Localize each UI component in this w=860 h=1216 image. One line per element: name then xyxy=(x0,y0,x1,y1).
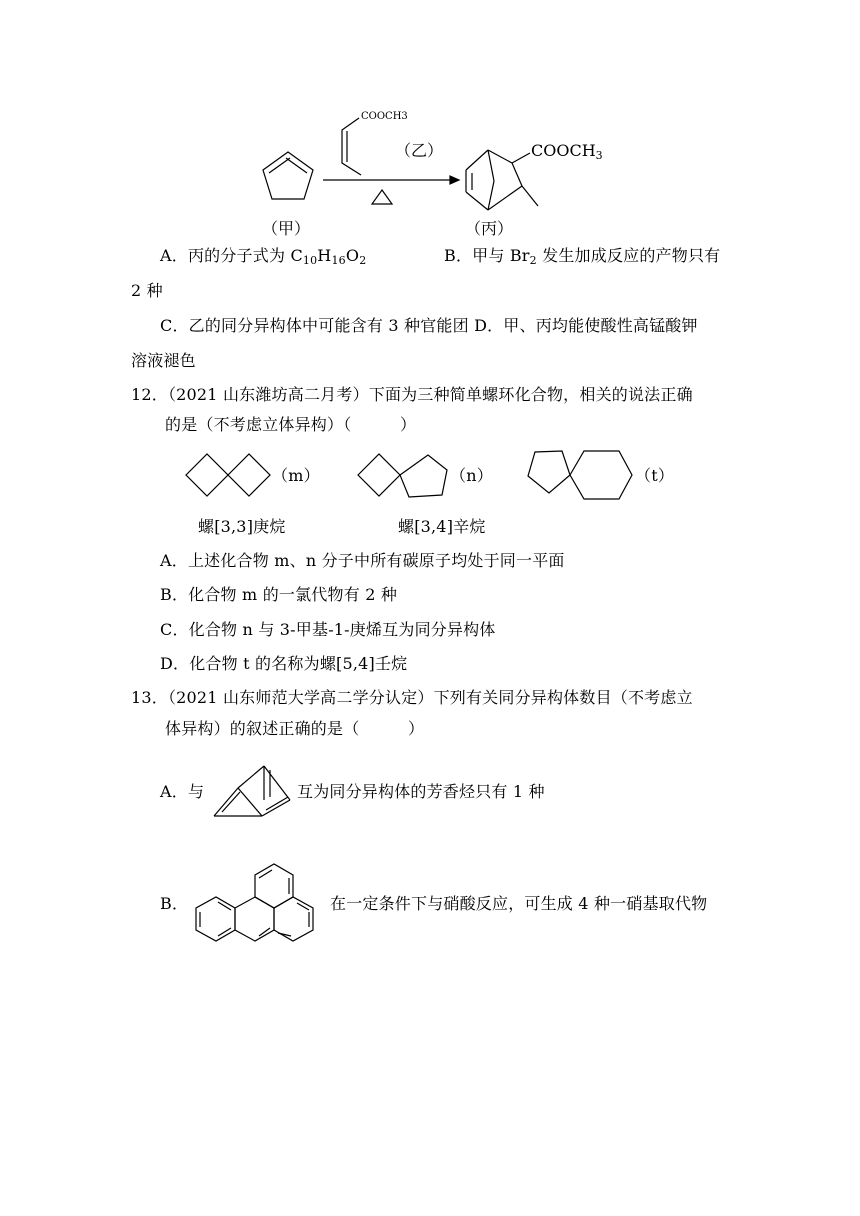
q12-option-c: C．化合物 n 与 3-甲基-1-庚烯互为同分异构体 xyxy=(160,620,496,639)
reagent-formula: COOCH3 xyxy=(361,111,408,122)
q13-stem: 13．（2021 山东师范大学高二学分认定）下列有关同分异构体数目（不考虑立 xyxy=(131,688,693,707)
label-t: （t） xyxy=(635,466,675,485)
label-n: （n） xyxy=(450,466,493,485)
name-n: 螺[3,4]辛烷 xyxy=(398,517,486,536)
q11-a-sub1: 10 xyxy=(302,254,318,267)
jia-label: （甲） xyxy=(262,219,311,238)
q12-option-b: B．化合物 m 的一氯代物有 2 种 xyxy=(160,585,398,604)
q11-b-prefix: B．甲与 Br xyxy=(444,246,530,265)
q12-option-d: D．化合物 t 的名称为螺[5,4]壬烷 xyxy=(160,654,408,673)
yi-label: （乙） xyxy=(395,141,444,160)
bing-label: （丙） xyxy=(465,219,514,238)
q11-a-sub3: 2 xyxy=(359,254,367,267)
q11-option-c: C．乙的同分异构体中可能含有 3 种官能团 D．甲、丙均能使酸性高锰酸钾 xyxy=(160,316,698,335)
q11-a-o: O xyxy=(345,246,360,265)
q11-b-sub: 2 xyxy=(529,254,537,267)
q13-option-a-suffix: 互为同分异构体的芳香烃只有 1 种 xyxy=(297,782,545,801)
ester-text: COOCH xyxy=(531,141,596,160)
q12-option-a: A．上述化合物 m、n 分子中所有碳原子均处于同一平面 xyxy=(160,551,565,570)
label-m: （m） xyxy=(272,466,320,485)
q11-a-prefix: A．丙的分子式为 C xyxy=(160,246,303,265)
q11-option-c-cont: 溶液褪色 xyxy=(131,351,196,370)
name-m: 螺[3,3]庚烷 xyxy=(198,517,286,536)
q11-b-suffix: 发生加成反应的产物只有 xyxy=(536,246,721,265)
q12-stem-cont: 的是（不考虑立体异构）（ ） xyxy=(165,415,417,434)
q13-option-b-suffix: 在一定条件下与硝酸反应，可生成 4 种一硝基取代物 xyxy=(330,894,708,913)
q13-stem-cont: 体异构）的叙述正确的是（ ） xyxy=(165,719,425,738)
q11-a-sub2: 16 xyxy=(331,254,346,267)
q13-option-a-prefix: A．与 xyxy=(160,782,205,801)
ester-subscript: 3 xyxy=(595,149,603,162)
q11-option-b-cont: 2 种 xyxy=(131,281,163,300)
q11-a-h: H xyxy=(317,246,332,265)
q12-stem: 12．（2021 山东潍坊高二月考）下面为三种简单螺环化合物，相关的说法正确 xyxy=(131,385,693,404)
q13-option-b-prefix: B． xyxy=(160,894,189,913)
